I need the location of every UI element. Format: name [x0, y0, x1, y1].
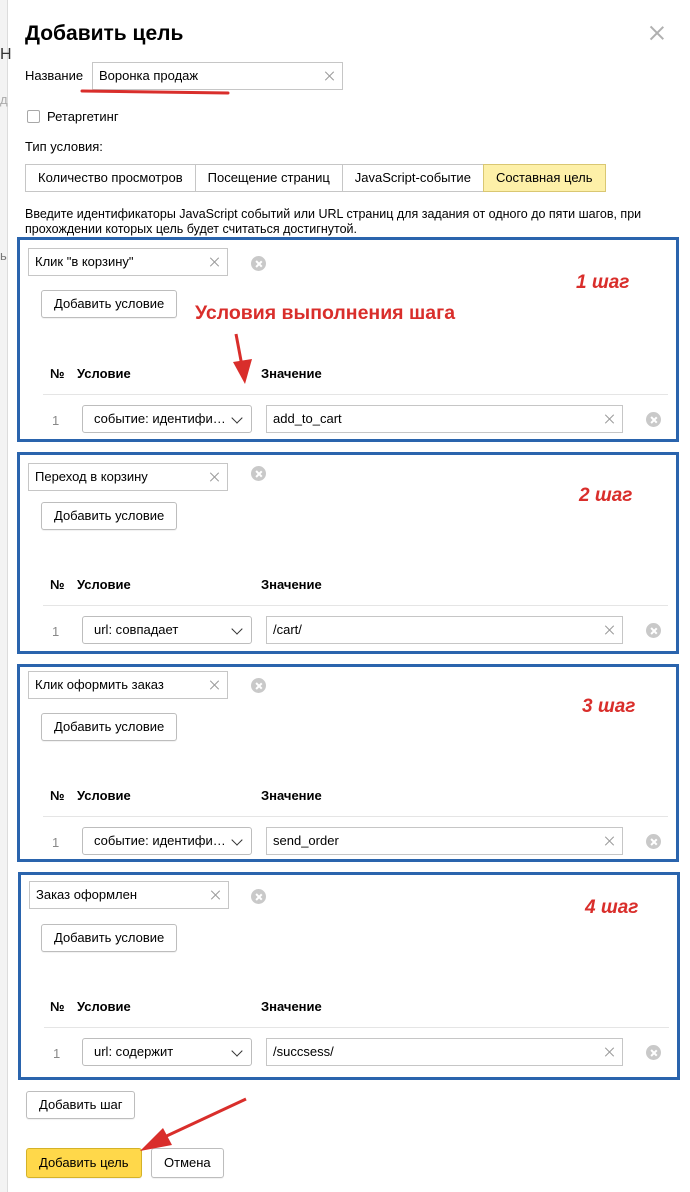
row-number: 1 — [52, 413, 60, 428]
condition-select[interactable] — [82, 1038, 252, 1066]
remove-step-icon[interactable] — [251, 889, 266, 904]
column-header-condition: Условие — [77, 366, 131, 381]
row-number: 1 — [52, 624, 60, 639]
row-divider — [44, 1027, 669, 1028]
clear-icon[interactable] — [209, 471, 221, 483]
tab-pageviews[interactable]: Количество просмотров — [25, 164, 196, 192]
condition-select[interactable] — [82, 827, 252, 855]
column-header-value: Значение — [261, 999, 322, 1014]
condition-value-input[interactable] — [266, 1038, 623, 1066]
remove-step-icon[interactable] — [251, 466, 266, 481]
condition-type-selector — [25, 164, 606, 192]
clear-icon[interactable] — [209, 256, 221, 268]
step-name-input[interactable] — [28, 463, 228, 491]
condition-value: add_to_cart — [273, 411, 342, 426]
clear-icon[interactable] — [604, 835, 616, 847]
condition-value: send_order — [273, 833, 339, 848]
step-name-value: Клик "в корзину" — [35, 254, 134, 269]
chevron-down-icon — [231, 834, 242, 845]
add-goal-button[interactable]: Добавить цель — [26, 1148, 142, 1178]
step-name-value: Клик оформить заказ — [35, 677, 164, 692]
clear-icon[interactable] — [324, 70, 336, 82]
step-block-2 — [17, 452, 679, 654]
column-header-condition: Условие — [77, 788, 131, 803]
clear-icon[interactable] — [604, 624, 616, 636]
tab-composite-goal[interactable]: Составная цель — [483, 164, 606, 192]
column-header-condition: Условие — [77, 999, 131, 1014]
row-divider — [43, 605, 668, 606]
tab-javascript-event[interactable]: JavaScript-событие — [342, 164, 484, 192]
column-header-value: Значение — [261, 788, 322, 803]
step-block-3 — [17, 664, 679, 862]
name-label: Название — [25, 68, 84, 83]
step-block-1 — [17, 237, 679, 442]
row-number: 1 — [53, 1046, 61, 1061]
column-header-num: № — [50, 788, 65, 803]
step-annotation-label: 1 шаг — [576, 272, 630, 293]
close-icon[interactable] — [646, 22, 668, 44]
annotation-arrow-line — [158, 1099, 246, 1140]
add-step-button[interactable]: Добавить шаг — [26, 1091, 135, 1119]
condition-value-input[interactable] — [266, 405, 623, 433]
add-condition-button[interactable]: Добавить условие — [41, 713, 177, 741]
background-char: ь — [0, 248, 7, 263]
remove-condition-icon[interactable] — [646, 412, 661, 427]
step-annotation-label: 2 шаг — [579, 485, 633, 506]
step-block-4 — [18, 872, 680, 1080]
clear-icon[interactable] — [210, 889, 222, 901]
step-name-value: Переход в корзину — [35, 469, 148, 484]
annotation-underline — [82, 91, 228, 93]
condition-select-value: событие: идентифи… — [94, 833, 226, 848]
remove-step-icon[interactable] — [251, 256, 266, 271]
condition-value: /succsess/ — [273, 1044, 334, 1059]
dialog-title: Добавить цель — [25, 22, 184, 45]
column-header-num: № — [50, 999, 65, 1014]
column-header-value: Значение — [261, 366, 322, 381]
column-header-num: № — [50, 366, 65, 381]
condition-select-value: событие: идентифи… — [94, 411, 226, 426]
condition-select-value: url: совпадает — [94, 622, 179, 637]
clear-icon[interactable] — [209, 679, 221, 691]
tab-page-visit[interactable]: Посещение страниц — [195, 164, 343, 192]
condition-select[interactable] — [82, 616, 252, 644]
step-annotation-label: 3 шаг — [582, 696, 636, 717]
condition-type-label: Тип условия: — [25, 139, 103, 154]
remove-step-icon[interactable] — [251, 678, 266, 693]
add-condition-button[interactable]: Добавить условие — [41, 502, 177, 530]
step-name-value: Заказ оформлен — [36, 887, 138, 902]
condition-select[interactable] — [82, 405, 252, 433]
remove-condition-icon[interactable] — [646, 1045, 661, 1060]
add-condition-button[interactable]: Добавить условие — [41, 290, 177, 318]
step-name-input[interactable] — [28, 248, 228, 276]
row-divider — [43, 816, 668, 817]
retargeting-label: Ретаргетинг — [47, 109, 119, 124]
annotation-step-conditions: Условия выполнения шага — [195, 302, 456, 324]
cancel-button[interactable]: Отмена — [151, 1148, 224, 1178]
chevron-down-icon — [231, 412, 242, 423]
column-header-num: № — [50, 577, 65, 592]
clear-icon[interactable] — [604, 413, 616, 425]
step-annotation-label: 4 шаг — [585, 897, 639, 918]
condition-select-value: url: содержит — [94, 1044, 174, 1059]
column-header-condition: Условие — [77, 577, 131, 592]
background-char: д — [0, 92, 8, 107]
step-name-input[interactable] — [29, 881, 229, 909]
row-divider — [43, 394, 668, 395]
retargeting-checkbox[interactable] — [27, 110, 40, 123]
add-condition-button[interactable]: Добавить условие — [41, 924, 177, 952]
background-char: Н — [0, 46, 12, 63]
remove-condition-icon[interactable] — [646, 834, 661, 849]
remove-condition-icon[interactable] — [646, 623, 661, 638]
step-name-input[interactable] — [28, 671, 228, 699]
row-number: 1 — [52, 835, 60, 850]
goal-name-value: Воронка продаж — [99, 68, 199, 83]
chevron-down-icon — [231, 1045, 242, 1056]
goal-name-input[interactable] — [92, 62, 343, 90]
description-text: Введите идентификаторы JavaScript событий или URL страниц для задания от одного до пяти шагов, при прохождении которых цель будет считаться достигнутой. — [25, 207, 642, 236]
condition-value-input[interactable] — [266, 616, 623, 644]
column-header-value: Значение — [261, 577, 322, 592]
background-page-strip — [0, 0, 8, 1192]
chevron-down-icon — [231, 623, 242, 634]
clear-icon[interactable] — [604, 1046, 616, 1058]
condition-value: /cart/ — [273, 622, 302, 637]
condition-value-input[interactable] — [266, 827, 623, 855]
